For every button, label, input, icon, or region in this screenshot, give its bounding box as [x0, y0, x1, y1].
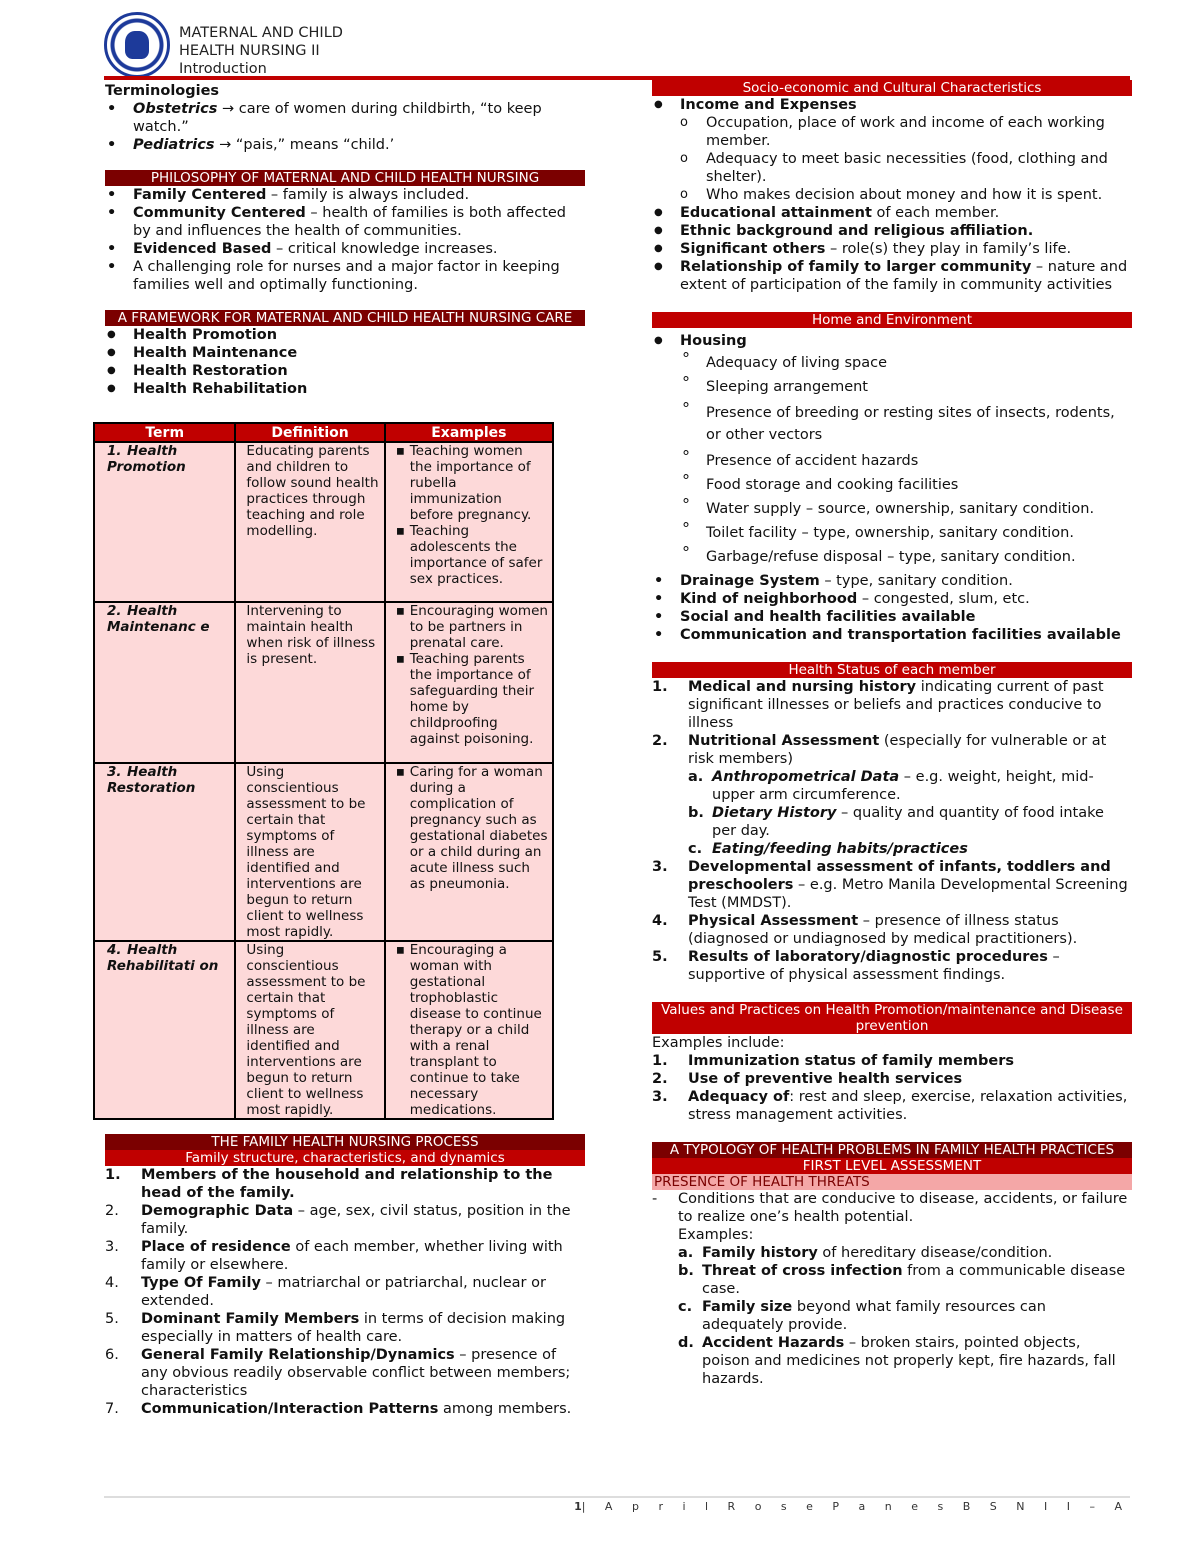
typology-examples-label: Examples: [678, 1227, 754, 1243]
home-list [652, 332, 1132, 350]
list-item: ● Income and Expenses [652, 96, 1132, 114]
list-item: b. Threat of cross infection from a communicable disease case. [678, 1263, 1126, 1297]
framework-table [93, 422, 554, 1120]
table-cell: Using conscientious assessment to be certain that symptoms of illness are identified and interventions are begun to return client to wellness most rapidly. [235, 941, 384, 1119]
list-item: • Family Centered – family is always included. [105, 186, 585, 204]
list-item: 1. Immunization status of family members [652, 1053, 1014, 1069]
section-heading-home: Home and Environment [652, 312, 1132, 328]
socio-list [652, 96, 1132, 114]
section-subheading-typology: FIRST LEVEL ASSESSMENT [652, 1158, 1132, 1174]
table-header-cell: Examples [385, 423, 553, 442]
list-item: c. Family size beyond what family resources can adequately provide. [678, 1299, 1046, 1333]
values-list [652, 1052, 1132, 1124]
page-number: 1 [574, 1500, 582, 1513]
table-cell: 4. Health Rehabilitati on [94, 941, 235, 1119]
list-item: ▪ Teaching women the importance of rubella immunization before pregnancy. [394, 443, 548, 523]
header-line-2: HEALTH NURSING II [179, 43, 320, 59]
table-cell: Educating parents and children to follow sound health practices through teaching and role modelling. [235, 442, 384, 602]
health-status-list [652, 678, 1132, 984]
table-cell [385, 442, 553, 602]
list-item: 2. Nutritional Assessment (especially for vulnerable or at risk members) a. Anthropometrical Data – e.g. weight, height, mid-upper arm circumference. b. Dietary History – quality and quantity of food intake per day. c. Eating/feeding habits/practices [652, 732, 1132, 858]
list-item: 1. Members of the household and relationship to the head of the family. [105, 1167, 553, 1201]
section-heading-typology: A TYPOLOGY OF HEALTH PROBLEMS IN FAMILY HEALTH PRACTICES [652, 1142, 1132, 1158]
list-item: 4. Physical Assessment – presence of illness status (diagnosed or undiagnosed by medical practitioners). [652, 913, 1078, 947]
list-item: o Who makes decision about money and how it is spent. [678, 186, 1132, 204]
list-item: • Kind of neighborhood – congested, slum, etc. [652, 590, 1132, 608]
framework-list [105, 326, 585, 398]
list-item: 3. Adequacy of: rest and sleep, exercise, relaxation activities, stress management activities. [652, 1089, 1128, 1123]
table-cell: 2. Health Maintenanc e [94, 602, 235, 763]
table-row [94, 941, 553, 1119]
list-item: ● Educational attainment of each member. [652, 204, 1132, 222]
list-item: 3. Place of residence of each member, whether living with family or elsewhere. [105, 1239, 563, 1273]
section-heading-values: Values and Practices on Health Promotion/maintenance and Disease prevention [652, 1002, 1132, 1034]
table-cell: Intervening to maintain health when risk of illness is present. [235, 602, 384, 763]
table-cell: 1. Health Promotion [94, 442, 235, 602]
table-cell: Using conscientious assessment to be certain that symptoms of illness are identified and interventions are begun to return client to wellness most rapidly. [235, 763, 384, 941]
table-cell [385, 763, 553, 941]
family-process-section [105, 1134, 585, 1418]
section-heading-philosophy: PHILOSOPHY OF MATERNAL AND CHILD HEALTH NURSING [105, 170, 585, 186]
list-item: d. Accident Hazards – broken stairs, pointed objects, poison and medicines not properly kept, fire hazards, fall hazards. [678, 1335, 1116, 1387]
footer-author: | A p r i l R o s e P a n e s B S N I I – A [581, 1500, 1130, 1513]
list-item: ▪ Caring for a woman during a complication of pregnancy such as gestational diabetes or a child during an acute illness such as pneumonia. [394, 764, 548, 892]
section-heading-process: THE FAMILY HEALTH NURSING PROCESS [105, 1134, 585, 1150]
section-heading-framework: A FRAMEWORK FOR MATERNAL AND CHILD HEALTH NURSING CARE [105, 310, 585, 326]
list-item: ● Health Rehabilitation [105, 380, 585, 398]
section-subheading-process: Family structure, characteristics, and dynamics [105, 1150, 585, 1166]
list-item: 5. Dominant Family Members in terms of decision making especially in matters of health care. [105, 1311, 566, 1345]
list-item: ° Presence of breeding or resting sites of insects, rodents, or other vectors [678, 402, 1132, 446]
header-line-1: MATERNAL AND CHILD [179, 25, 343, 41]
list-item: ° Food storage and cooking facilities [678, 476, 1132, 494]
list-item: b. Dietary History – quality and quantity of food intake per day. [688, 805, 1104, 839]
list-item: 3. Developmental assessment of infants, toddlers and preschoolers – e.g. Metro Manila Developmental Screening Test (MMDST). [652, 859, 1128, 911]
list-item: • Communication and transportation facilities available [652, 626, 1132, 644]
table-row [94, 602, 553, 763]
list-item: a. Family history of hereditary disease/condition. [678, 1245, 1053, 1261]
section-heading-socio: Socio-economic and Cultural Characteristics [652, 80, 1132, 96]
university-seal-logo [104, 12, 170, 78]
table-header-cell: Term [94, 423, 235, 442]
philosophy-list [105, 186, 585, 294]
table-row [94, 763, 553, 941]
typology-list [678, 1244, 1132, 1388]
page-footer [574, 1498, 1130, 1516]
list-item: ● Ethnic background and religious affiliation. [652, 222, 1132, 240]
list-item: ● Housing [652, 332, 1132, 350]
header-line-3: Introduction [179, 61, 267, 76]
list-item: • Community Centered – health of families is both affected by and influences the health of communities. [105, 204, 585, 240]
terminologies-list [105, 100, 585, 154]
list-item: ° Toilet facility – type, ownership, sanitary condition. [678, 524, 1132, 542]
home-list-continued [652, 572, 1132, 644]
list-item: • Pediatrics → “pais,” means “child.’ [105, 136, 585, 154]
typology-intro: Conditions that are conducive to disease, accidents, or failure to realize one’s health potential. [678, 1191, 1128, 1225]
values-intro: Examples include: [652, 1035, 785, 1051]
right-column [652, 80, 1132, 1388]
list-item: o Occupation, place of work and income of each working member. [678, 114, 1132, 150]
terminologies-title: Terminologies [105, 83, 220, 99]
list-item: ● Relationship of family to larger community – nature and extent of participation of the family in community activities [652, 258, 1132, 294]
list-item: a. Anthropometrical Data – e.g. weight, height, mid-upper arm circumference. [688, 769, 1094, 803]
list-item: c. Eating/feeding habits/practices [688, 841, 968, 857]
list-item: • Social and health facilities available [652, 608, 1132, 626]
list-item: ▪ Teaching adolescents the importance of safer sex practices. [394, 523, 548, 587]
list-item: 7. Communication/Interaction Patterns among members. [105, 1401, 572, 1417]
list-item: ° Water supply – source, ownership, sanitary condition. [678, 500, 1132, 518]
list-item: 2. Use of preventive health services [652, 1071, 963, 1087]
list-item: • Evidenced Based – critical knowledge increases. [105, 240, 585, 258]
list-item: ° Presence of accident hazards [678, 452, 1132, 470]
list-item: ● Health Promotion [105, 326, 585, 344]
socio-list-continued [652, 204, 1132, 294]
table-cell [385, 602, 553, 763]
list-item: ● Health Maintenance [105, 344, 585, 362]
list-item: • Drainage System – type, sanitary condition. [652, 572, 1132, 590]
section-heading-health-status: Health Status of each member [652, 662, 1132, 678]
list-item: 2. Demographic Data – age, sex, civil status, position in the family. [105, 1203, 571, 1237]
left-column [105, 80, 585, 398]
housing-sublist [652, 354, 1132, 566]
list-item: ● Significant others – role(s) they play in family’s life. [652, 240, 1132, 258]
list-item: 6. General Family Relationship/Dynamics – presence of any obvious readily observable conflict between members; characteristics [105, 1347, 571, 1399]
list-item: o Adequacy to meet basic necessities (food, clothing and shelter). [678, 150, 1132, 186]
list-item: ● Health Restoration [105, 362, 585, 380]
list-item: 4. Type Of Family – matriarchal or patriarchal, nuclear or extended. [105, 1275, 546, 1309]
process-list [105, 1166, 585, 1418]
list-item: 5. Results of laboratory/diagnostic procedures – supportive of physical assessment findings. [652, 949, 1060, 983]
list-item: • A challenging role for nurses and a major factor in keeping families well and optimally functioning. [105, 258, 585, 294]
table-header-cell: Definition [235, 423, 384, 442]
section-label-health-threats: PRESENCE OF HEALTH THREATS [652, 1174, 1132, 1190]
dash-marker: - [652, 1191, 658, 1207]
table-header-row [94, 423, 553, 442]
income-sublist [652, 114, 1132, 204]
list-item: ▪ Encouraging women to be partners in prenatal care. [394, 603, 548, 651]
list-item: 1. Medical and nursing history indicating current of past significant illnesses or beliefs and practices conducive to illness [652, 679, 1104, 731]
table-cell [385, 941, 553, 1119]
table-row [94, 442, 553, 602]
typology-body [652, 1190, 1132, 1388]
table-cell: 3. Health Restoration [94, 763, 235, 941]
list-item: ° Sleeping arrangement [678, 378, 1132, 396]
list-item: • Obstetrics → care of women during childbirth, “to keep watch.” [105, 100, 585, 136]
list-item: ° Garbage/refuse disposal – type, sanitary condition. [678, 548, 1132, 566]
nutrition-sublist [688, 768, 1132, 858]
list-item: ° Adequacy of living space [678, 354, 1132, 372]
list-item: ▪ Encouraging a woman with gestational trophoblastic disease to continue therapy or a child with a renal transplant to continue to take necessary medications. [394, 942, 548, 1118]
document-header [179, 24, 343, 76]
list-item: ▪ Teaching parents the importance of safeguarding their home by childproofing against poisoning. [394, 651, 548, 747]
